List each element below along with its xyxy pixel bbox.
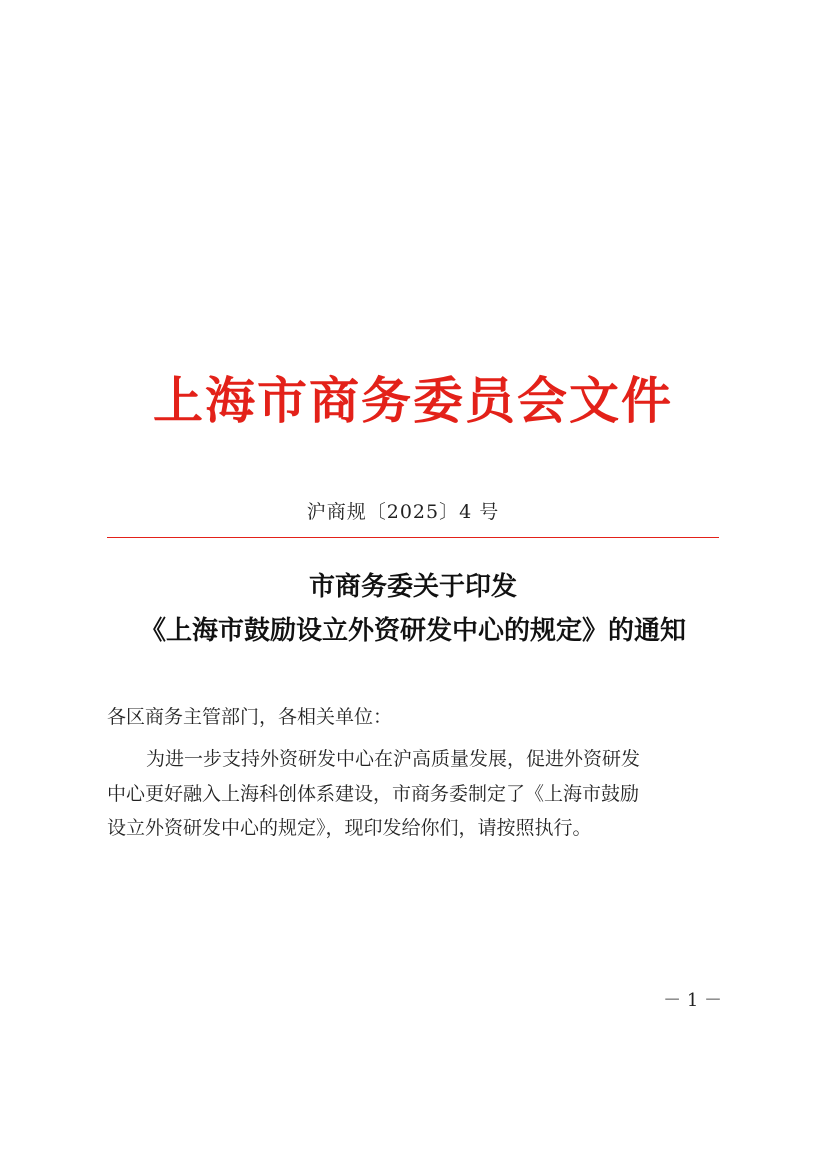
body-paragraph: [107, 742, 719, 846]
salutation: 各区商务主管部门，各相关单位：: [107, 706, 393, 728]
red-divider-line: [107, 537, 719, 538]
title-line-2: 《上海市鼓励设立外资研发中心的规定》的通知: [139, 616, 686, 646]
document-number: 沪商规〔2025〕4 号: [306, 501, 500, 523]
issuer-header: 上海市商务委员会文件: [153, 371, 673, 430]
title-line-1: 市商务委关于印发: [308, 572, 517, 602]
body-line-1: 为进一步支持外资研发中心在沪高质量发展，促进外资研发: [146, 748, 641, 770]
document-title: [100, 565, 726, 653]
body-line-2: 中心更好融入上海科创体系建设，市商务委制定了《上海市鼓励: [107, 782, 640, 805]
body-line-3: 设立外资研发中心的规定》，现印发给你们，请按照执行。: [107, 817, 592, 839]
page-number: － 1 －: [663, 990, 722, 1011]
